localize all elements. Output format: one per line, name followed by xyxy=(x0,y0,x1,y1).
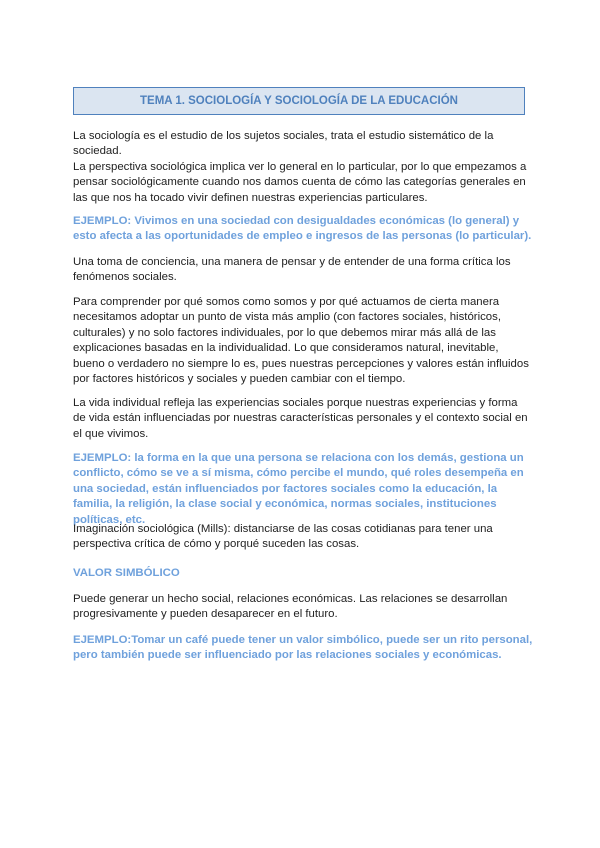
title-box xyxy=(73,87,525,115)
understanding-paragraph: Para comprender por qué somos como somos y por qué actuamos de cierta manera necesitamos adoptar un punto de vista más amplio (con factores sociales, históricos, culturales) y no solo factores individuales, por lo que debemos mirar más allá de las explicaciones basadas en la individualidad. Lo que consideramos natural, inevitable, bueno o verdadero no siempre lo es, pues nuestras percepciones y valores están influidos por factores históricos y sociales y pueden cambiar con el tiempo. xyxy=(73,296,529,386)
example-1: EJEMPLO: Vivimos en una sociedad con desigualdades económicas (lo general) y esto afecta a las oportunidades de empleo e ingresos de las personas (lo particular). xyxy=(73,215,532,243)
definition-text: La sociología es el estudio de los sujetos sociales, trata el estudio sistemático de la sociedad. xyxy=(73,130,494,158)
example-2: EJEMPLO: la forma en la que una persona se relaciona con los demás, gestiona un conflicto, cómo se ve a sí misma, cómo percibe el mundo, qué roles desempeña en una sociedad, están influenciados por factores sociales como la educación, la familia, la religión, la clase social y económica, normas sociales, instituciones políticas, etc. xyxy=(73,452,524,526)
example-3: EJEMPLO:Tomar un café puede tener un valor simbólico, puede ser un rito personal, pero también puede ser influenciado por las relaciones sociales y económicas. xyxy=(73,634,533,662)
individual-life-paragraph: La vida individual refleja las experiencias sociales porque nuestras experiencias y forma de vida están influenciadas por nuestras características personales y el contexto social en el que vivimos. xyxy=(73,397,528,440)
sociological-imagination-paragraph: Imaginación sociológica (Mills): distanciarse de las cosas cotidianas para tener una perspectiva crítica de cómo y porqué suceden las cosas. xyxy=(73,523,493,551)
intro-paragraph xyxy=(73,129,533,206)
perspective-text: La perspectiva sociológica implica ver lo general en lo particular, por lo que empezamos a pensar sociológicamente cuando nos damos cuenta de cómo las categorías generales en las que nos ha tocado vivir definen nuestras experiencias particulares. xyxy=(73,160,527,204)
symbolic-value-paragraph: Puede generar un hecho social, relaciones económicas. Las relaciones se desarrollan progresivamente y pueden desaparecer en el futuro. xyxy=(73,593,508,621)
awareness-paragraph: Una toma de conciencia, una manera de pensar y de entender de una forma crítica los fenómenos sociales. xyxy=(73,256,511,284)
page-title: TEMA 1. SOCIOLOGÍA Y SOCIOLOGÍA DE LA EDUCACIÓN xyxy=(140,95,458,107)
section-heading-valor-simbolico: VALOR SIMBÓLICO xyxy=(73,567,180,579)
